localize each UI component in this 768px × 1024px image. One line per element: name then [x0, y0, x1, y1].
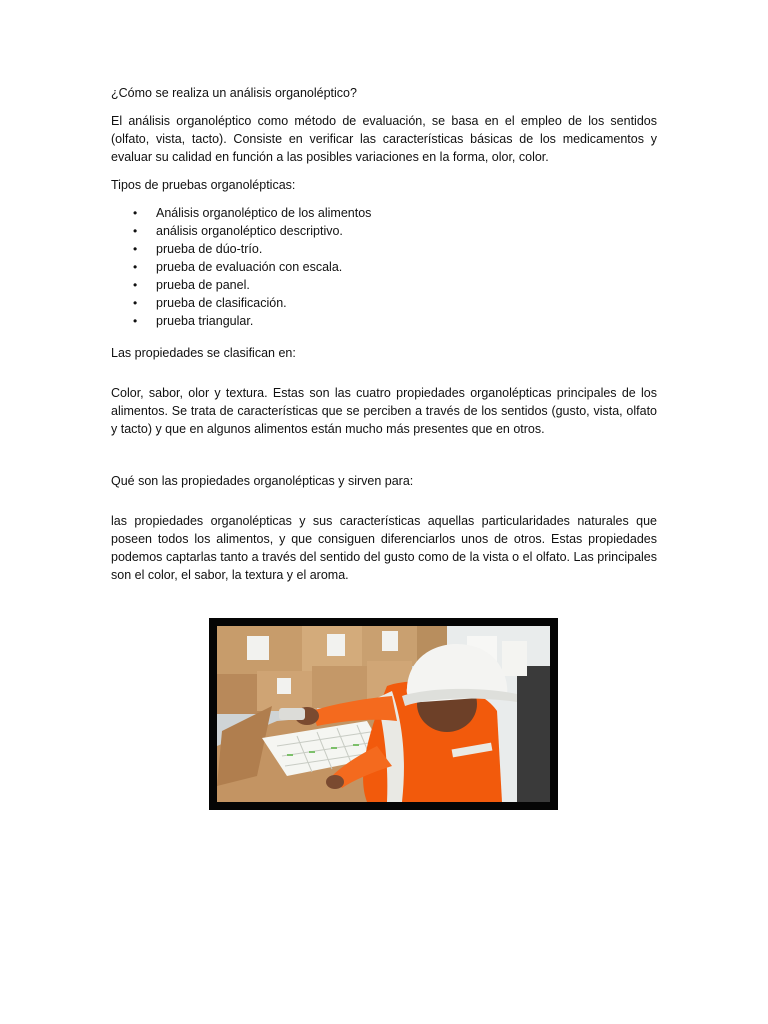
definition-paragraph: las propiedades organolépticas y sus características aquellas particularidades naturales que poseen todos los alimentos, y que consiguen diferenciarlos unos de otros. Estas propiedades podemos captarlas tanto a través del sentido del gusto como de la vista o el olfato. Las principales son el color, el sabor, la textura y el aroma. [111, 514, 657, 582]
heading-propiedades-clasifican: Las propiedades se clasifican en: [111, 346, 296, 360]
bullet-icon: • [133, 296, 138, 310]
bullet-icon: • [133, 206, 138, 220]
properties-paragraph: Color, sabor, olor y textura. Estas son las cuatro propiedades organolépticas principales de los alimentos. Se trata de características que se perciben a través de los sentidos (gusto, vista, olfato y tacto) y que en algunos alimentos están mucho más presentes que en otros. [111, 386, 657, 436]
list-item-text: prueba de panel. [156, 278, 250, 292]
list-item [111, 312, 657, 330]
bullet-icon: • [133, 278, 138, 292]
bullet-icon: • [133, 224, 138, 238]
list-item [111, 240, 657, 258]
list-item-text: análisis organoléptico descriptivo. [156, 224, 343, 238]
list-item [111, 204, 657, 222]
intro-paragraph: El análisis organoléptico como método de evaluación, se basa en el empleo de los sentidos (olfato, vista, tacto). Consiste en verificar las características básicas de los medicamentos y evaluar su calidad en función a las posibles variaciones en la forma, olor, color. [111, 114, 657, 164]
heading-que-son: Qué son las propiedades organolépticas y sirven para: [111, 474, 414, 488]
bullet-icon: • [133, 242, 138, 256]
document-body [111, 84, 657, 594]
worker-inspecting-boxes-illustration [217, 626, 550, 802]
list-item-text: Análisis organoléptico de los alimentos [156, 206, 372, 220]
list-item-text: prueba de clasificación. [156, 296, 287, 310]
photo-scene [217, 626, 550, 802]
list-item [111, 258, 657, 276]
bullet-icon: • [133, 260, 138, 274]
bullet-icon: • [133, 314, 138, 328]
tests-list [111, 204, 657, 330]
list-item [111, 222, 657, 240]
list-item [111, 276, 657, 294]
list-item-text: prueba de dúo-trío. [156, 242, 263, 256]
list-item-text: prueba de evaluación con escala. [156, 260, 343, 274]
list-item-text: prueba triangular. [156, 314, 254, 328]
heading-como-se-realiza: ¿Cómo se realiza un análisis organoléptico? [111, 86, 357, 100]
worker-photo [209, 618, 558, 810]
heading-tipos-pruebas: Tipos de pruebas organolépticas: [111, 178, 296, 192]
list-item [111, 294, 657, 312]
